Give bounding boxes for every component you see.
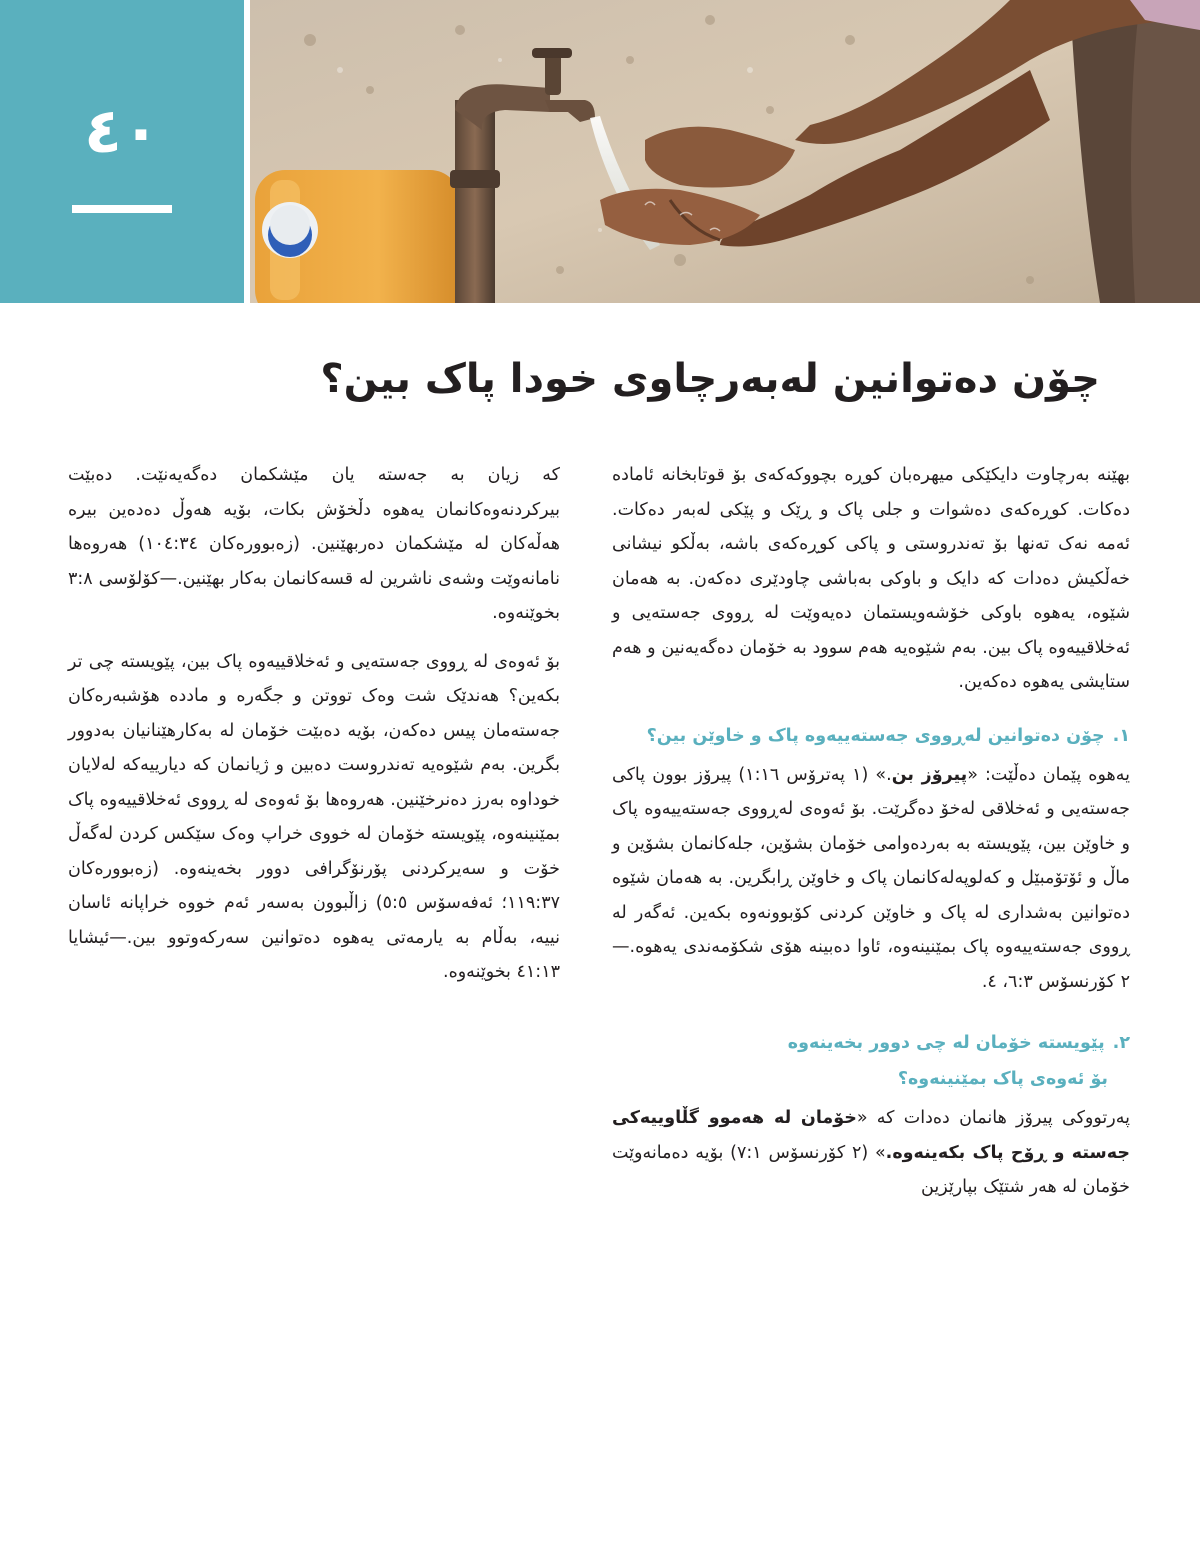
answer-1-text-start: یەهوە پێمان دەڵێت: « bbox=[967, 764, 1131, 785]
lesson-number-underline bbox=[72, 205, 172, 213]
question-1-text: چۆن دەتوانین لەڕووی جەستەییەوە پاک و خاوێن بین؟ bbox=[646, 725, 1105, 746]
answer-2-quote: خۆمان لە هەموو گڵاوییەکی جەستە و ڕۆح پاک بکەینەوە. bbox=[612, 1108, 1130, 1163]
page-title: چۆن دەتوانین لەبەرچاوی خودا پاک بین؟ bbox=[320, 356, 1100, 402]
answer-2-paragraph bbox=[612, 1101, 1130, 1205]
answer-2-text-end: » (٢ کۆرنسۆس ٧:١) بۆیە دەمانەوێت خۆمان لە هەر شتێک بپارێزین bbox=[612, 1142, 1130, 1197]
lesson-number-block bbox=[0, 0, 244, 303]
answer-1-paragraph bbox=[612, 758, 1130, 1000]
right-text-column bbox=[612, 458, 1130, 1219]
answer-2-text-start: پەرتووکی پیرۆز هانمان دەدات کە « bbox=[856, 1108, 1130, 1128]
question-1-heading bbox=[612, 718, 1130, 754]
lesson-number: ٤٠ bbox=[84, 94, 160, 167]
answer-1-text-end: .» (١ پەترۆس ١:١٦) پیرۆز بوون پاکی جەستەیی و ئەخلاقی لەخۆ دەگرێت. بۆ ئەوەی لەڕووی جەستەییەوە پاک و خاوێن بین، پێویستە بە بەردەوامی خۆمان بشۆین، جلەکانمان بشۆین و ماڵ و ئۆتۆمبێل و کەلوپەلەکانمان پاک و خاوێن ڕابگرین. بە هەمان شێوە دەتوانین بەشداری لە پاک و خاوێن کردنی کۆبوونەوە بکەین. ئەگەر لە ڕووی جەستەییەوە پاک بمێنینەوە، ئاوا دەبینە هۆی شکۆمەندی یەهوە.—٢ کۆرنسۆس ٦:٣، ٤. bbox=[612, 764, 1130, 992]
question-2-line1: پێویستە خۆمان لە چی دوور بخەینەوە bbox=[787, 1033, 1105, 1053]
continued-paragraph: کە زیان بە جەستە یان مێشکمان دەگەیەنێت. دەبێت بیرکردنەوەکانمان یەهوە دڵخۆش بکات، بۆیە هەوڵ دەدەین بیرە هەڵەکان لە مێشکمان دەربهێنین. (زەبوورەکان ١٠٤:٣٤) هەروەها نامانەوێت وشەی ناشرین لە قسەکانمان بەکار بهێنین.—کۆلۆسی ٣:٨ بخوێنەوە. bbox=[68, 465, 560, 623]
left-text-column bbox=[68, 458, 560, 1004]
hands-washing-under-tap-icon bbox=[250, 0, 1200, 303]
question-2-heading bbox=[612, 1025, 1130, 1097]
answer-1-quote: پیرۆز بن bbox=[891, 764, 968, 785]
question-1-number: ١. bbox=[1112, 725, 1130, 746]
intro-paragraph: بهێنە بەرچاوت دایکێکی میهرەبان کوڕە بچووکەکەی بۆ قوتابخانە ئامادە دەکات. کوڕەکەی دەشوات و جلی پاک و ڕێک و پێکی لەبەر دەکات. ئەمە نەک تەنها بۆ تەندروستی و پاکی کوڕەکەی باشە، بەڵکو نیشانی خەڵکیش دەدات کە دایک و باوکی بەباشی چاودێری دەکەن. بە هەمان شێوە، یەهوە باوکی خۆشەویستمان دەیەوێت لە ڕووی جەستەیی و ئەخلاقییەوە پاک بین. بەم شێوەیە هەم سوود بە خۆمان دەگەیەنین و هەم ستایشی یەهوە دەکەین. bbox=[612, 465, 1130, 692]
question-2-number: ٢. bbox=[1112, 1033, 1130, 1053]
question-2-line2: بۆ ئەوەی پاک بمێنینەوە؟ bbox=[897, 1069, 1108, 1089]
purity-paragraph: بۆ ئەوەی لە ڕووی جەستەیی و ئەخلاقییەوە پاک بین، پێویستە چی تر بکەین؟ هەندێک شت وەک تووتن و جگەرە و ماددە هۆشبەرەکان جەستەمان پیس دەکەن، بۆیە دەبێت خۆمان لە بەکارهێنانیان بەدوور بگرین. بەم شێوەیە تەندروست دەبین و ژیانمان کە دیارییەکە لەلایان خوداوە بەرز دەنرخێنین. هەروەها بۆ ئەوەی لە ڕووی ئەخلاقییەوە پاک بمێنینەوە، پێویستە خۆمان لە خووی خراپ وەک سێکس کردن لەگەڵ خۆت و سەیرکردنی پۆرنۆگرافی دوور بخەینەوە. (زەبوورەکان ١١٩:٣٧؛ ئەفەسۆس ٥:٥) زاڵبوون بەسەر ئەم خووە خراپانە ئاسان نییە، بەڵام بە یارمەتی یەهوە دەتوانین سەرکەوتوو بین.—ئیشایا ٤١:١٣ بخوێنەوە. bbox=[68, 651, 560, 982]
header-photo bbox=[250, 0, 1200, 303]
